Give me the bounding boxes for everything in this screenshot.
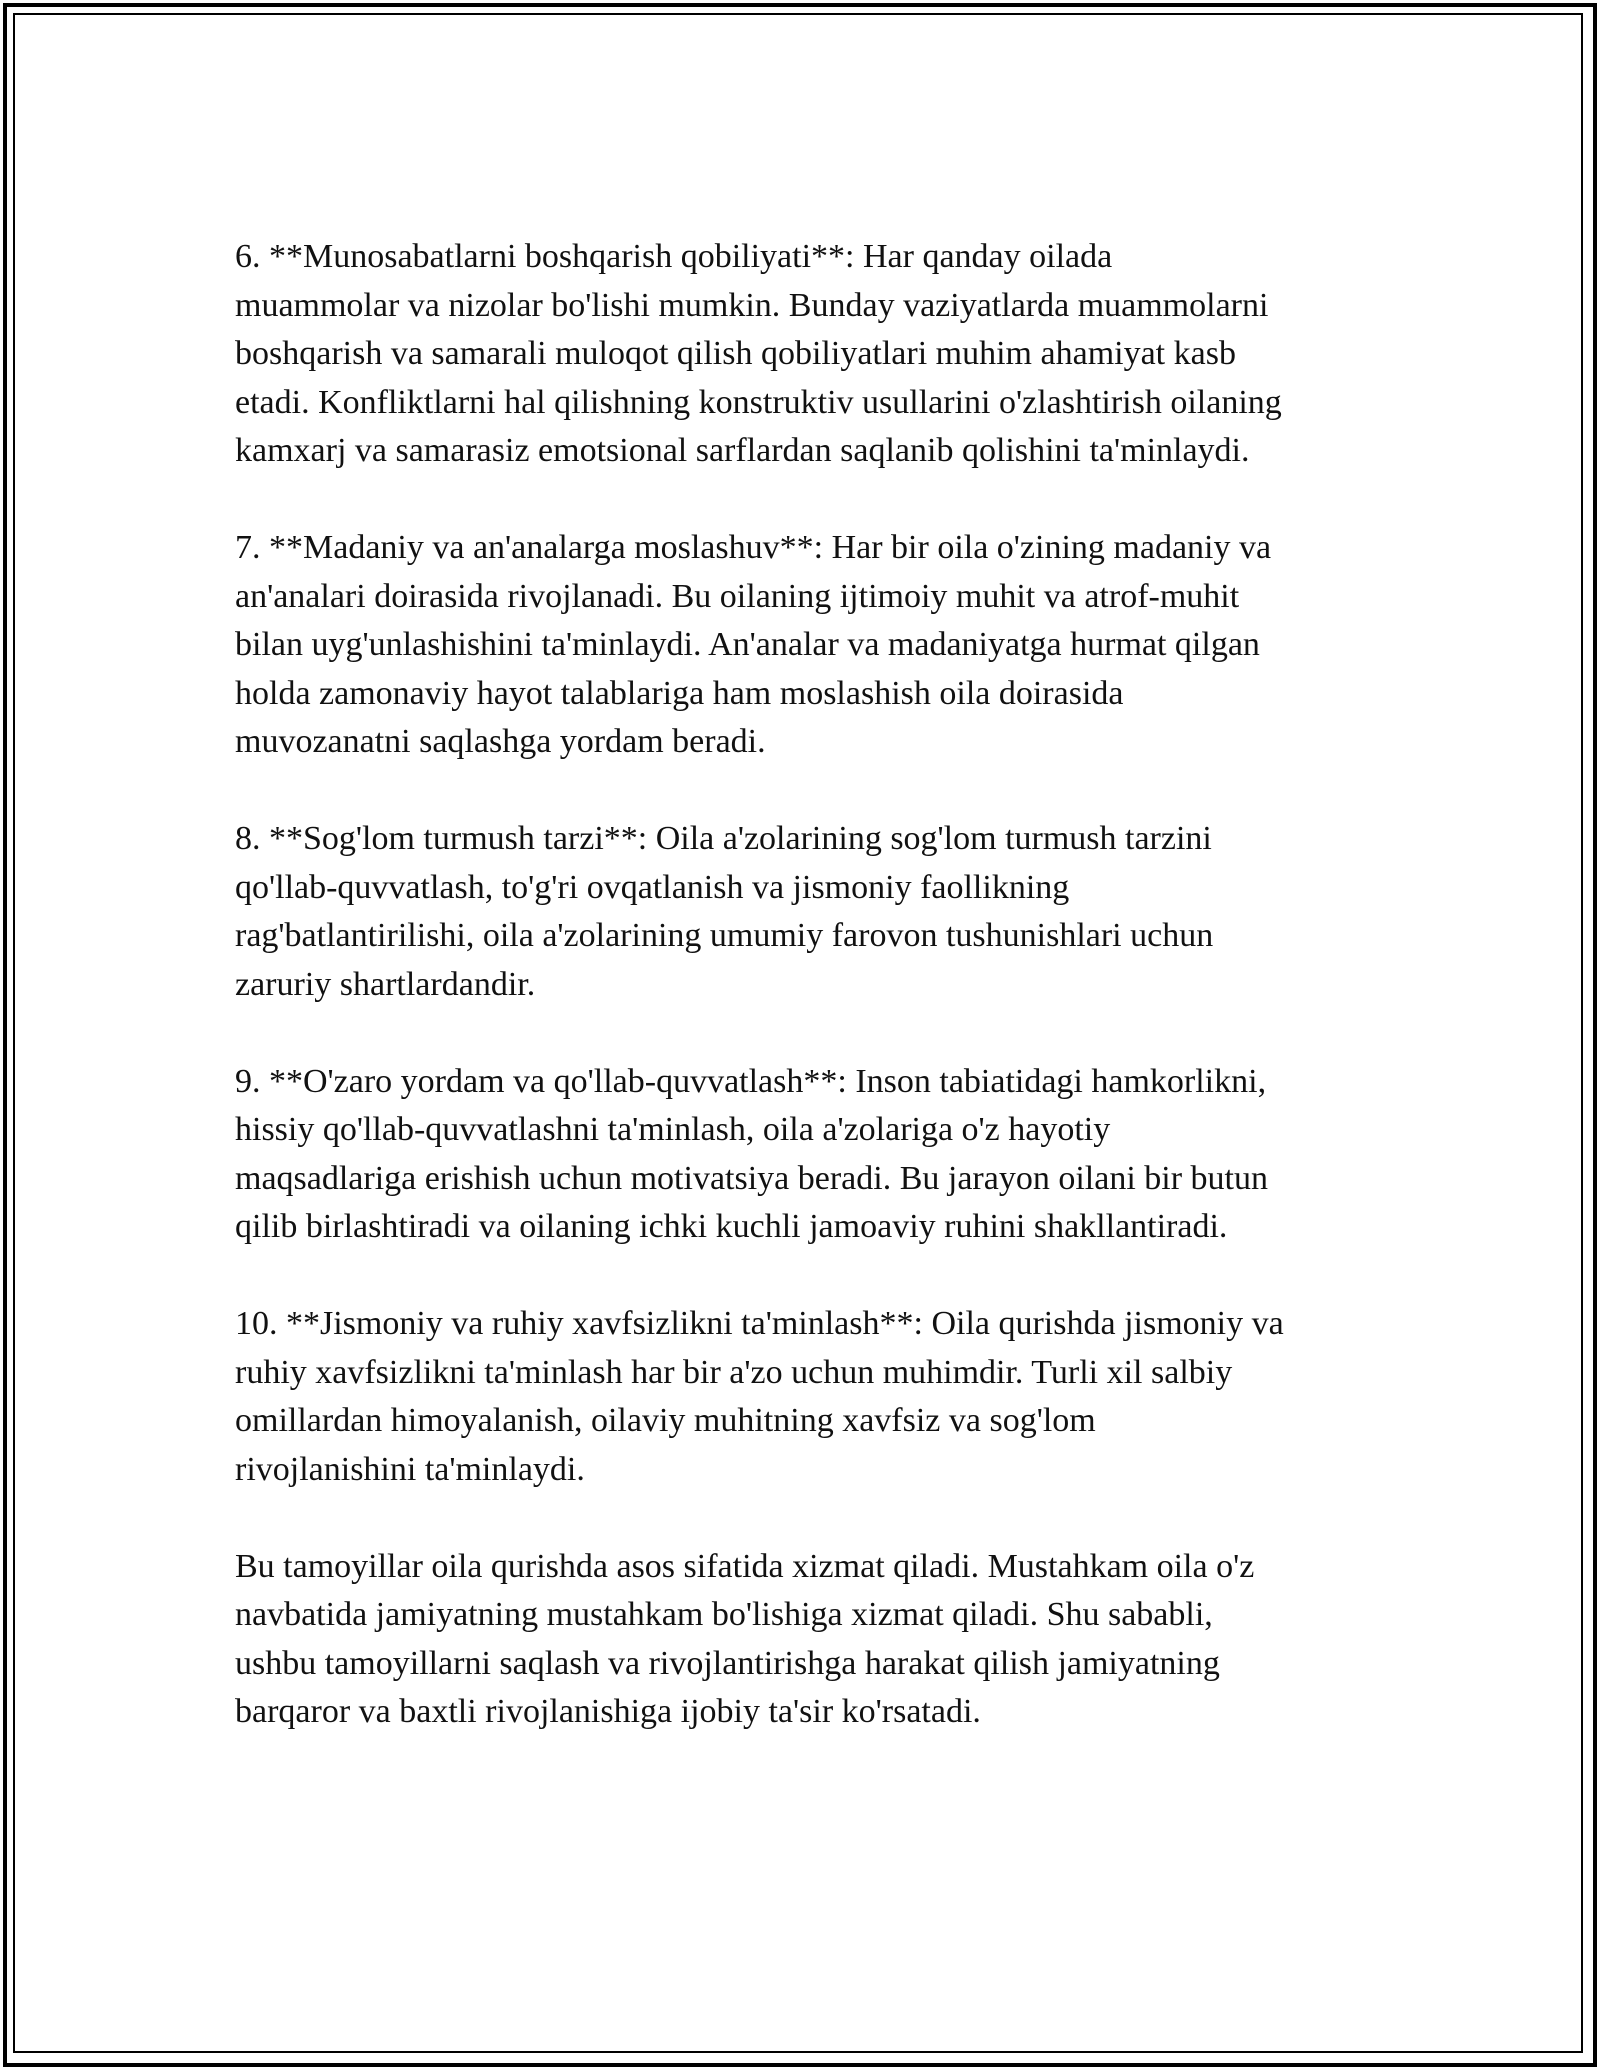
paragraph-9-mutual-support [235, 1058, 1375, 1252]
paragraph-8-healthy-lifestyle [235, 815, 1375, 1009]
document-body [235, 233, 1375, 1737]
text-line: qilib birlashtiradi va oilaning ichki kuchli jamoaviy ruhini shakllantiradi. [235, 1208, 1228, 1245]
text-line: 10. **Jismoniy va ruhiy xavfsizlikni ta'minlash**: Oila qurishda jismoniy va [235, 1305, 1284, 1342]
paragraph-6-relationship-management [235, 233, 1375, 476]
text-line: muvozanatni saqlashga yordam beradi. [235, 723, 766, 760]
text-line: hissiy qo'llab-quvvatlashni ta'minlash, oila a'zolariga o'z hayotiy [235, 1111, 1111, 1148]
text-line: Bu tamoyillar oila qurishda asos sifatida xizmat qiladi. Mustahkam oila o'z [235, 1547, 1255, 1585]
text-line: boshqarish va samarali muloqot qilish qobiliyatlari muhim ahamiyat kasb [235, 335, 1236, 372]
text-line: omillardan himoyalanish, oilaviy muhitning xavfsiz va sog'lom [235, 1402, 1096, 1439]
text-line: navbatida jamiyatning mustahkam bo'lishiga xizmat qiladi. Shu sababli, [235, 1596, 1213, 1633]
text-line: barqaror va baxtli rivojlanishiga ijobiy ta'sir ko'rsatadi. [235, 1693, 981, 1730]
text-line: bilan uyg'unlashishini ta'minlaydi. An'analar va madaniyatga hurmat qilgan [235, 626, 1260, 663]
text-line: kamxarj va samarasiz emotsional sarflardan saqlanib qolishini ta'minlaydi. [235, 432, 1250, 469]
text-line: qo'llab-quvvatlash, to'g'ri ovqatlanish va jismoniy faollikning [235, 868, 1070, 906]
text-line: an'analari doirasida rivojlanadi. Bu oilaning ijtimoiy muhit va atrof-muhit [235, 577, 1240, 615]
text-line: 9. **O'zaro yordam va qo'llab-quvvatlash**: Inson tabiatidagi hamkorlikni, [235, 1062, 1267, 1100]
text-line: ushbu tamoyillarni saqlash va rivojlantirishga harakat qilish jamiyatning [235, 1644, 1220, 1682]
text-line: 6. **Munosabatlarni boshqarish qobiliyati**: Har qanday oilada [235, 238, 1113, 275]
text-line: 8. **Sog'lom turmush tarzi**: Oila a'zolarining sog'lom turmush tarzini [235, 820, 1212, 857]
paragraph-conclusion [235, 1543, 1375, 1737]
text-line: rag'batlantirilishi, oila a'zolarining umumiy farovon tushunishlari uchun [235, 917, 1214, 954]
text-line: muammolar va nizolar bo'lishi mumkin. Bunday vaziyatlarda muammolarni [235, 286, 1269, 324]
text-line: rivojlanishini ta'minlaydi. [235, 1450, 585, 1488]
text-line: ruhiy xavfsizlikni ta'minlash har bir a'zo uchun muhimdir. Turli xil salbiy [235, 1353, 1233, 1391]
paragraph-10-safety [235, 1300, 1375, 1494]
text-line: zaruriy shartlardandir. [235, 965, 536, 1003]
paragraph-7-cultural-adaptation [235, 524, 1375, 767]
text-line: etadi. Konfliktlarni hal qilishning konstruktiv usullarini o'zlashtirish oilaning [235, 383, 1282, 421]
text-line: holda zamonaviy hayot talablariga ham moslashish oila doirasida [235, 674, 1124, 712]
text-line: maqsadlariga erishish uchun motivatsiya beradi. Bu jarayon oilani bir butun [235, 1159, 1268, 1197]
text-line: 7. **Madaniy va an'analarga moslashuv**: Har bir oila o'zining madaniy va [235, 529, 1272, 566]
